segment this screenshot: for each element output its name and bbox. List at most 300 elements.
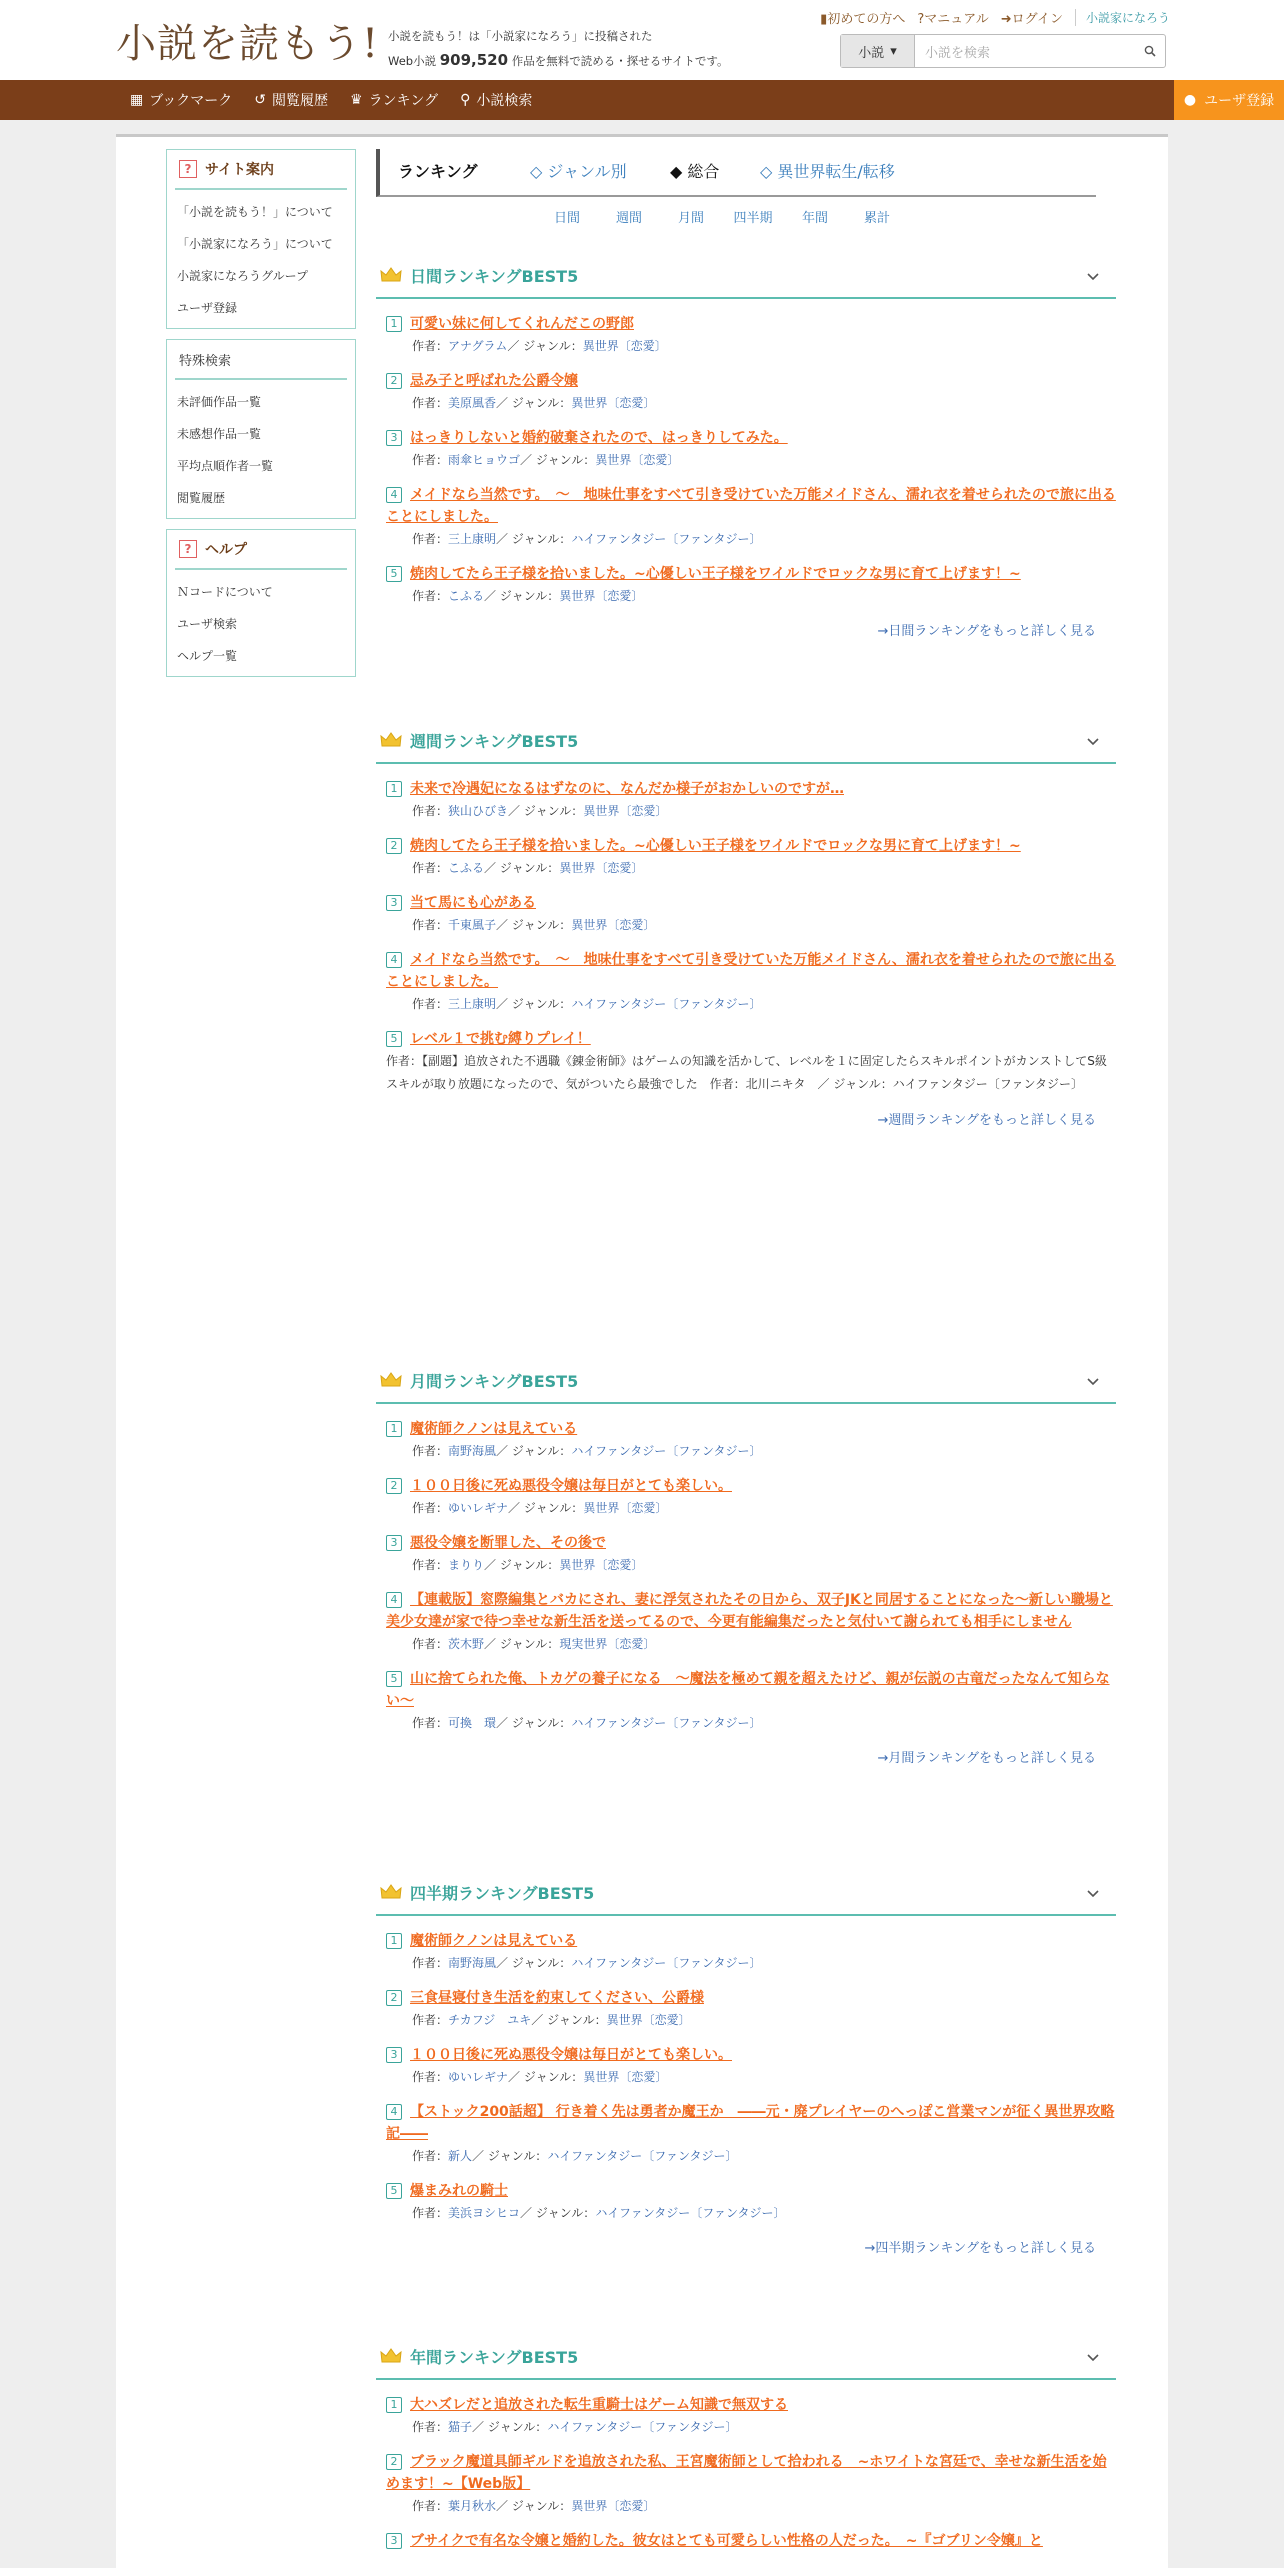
novel-title-link[interactable]: メイドなら当然です。 〜 地味仕事をすべて引き受けていた万能メイドさん、濡れ衣を着せられたので旅に出ることにしました。 [386,487,1116,525]
genre-label: ／ ジャンル： [520,2206,596,2220]
crown-icon [380,267,402,283]
novel-meta [386,914,1116,936]
novel-meta [386,2202,1116,2224]
author-link[interactable]: こふる [448,861,485,875]
sidebar-item-group[interactable]: 小説家になろうグループ [177,269,309,283]
novel-title-link[interactable]: レベル１で挑む縛りプレイ！ [410,1031,591,1047]
novel-title-link[interactable]: 忌み子と呼ばれた公爵令嬢 [410,373,578,389]
tab-ranking[interactable]: ランキング [398,162,478,181]
genre-link[interactable]: ハイファンタジー〔ファンタジー〕 [547,2149,738,2163]
search-button[interactable] [1135,35,1165,67]
author-label: 作者： [412,861,449,875]
author-label: 作者： [412,339,449,353]
search-type-select[interactable] [841,35,915,67]
sidebar-guide-title: サイト案内 [205,162,275,178]
tab-overall[interactable]: ◆ 総合 [670,162,720,181]
crown-icon [380,1884,402,1900]
rank-badge: 1 [386,1421,402,1437]
novel-meta [386,585,1116,607]
novel-meta [386,392,1116,414]
register-label: ユーザ登録 [1204,93,1275,109]
genre-label: ／ ジャンル： [484,1637,560,1651]
novel-title-link[interactable]: 悪役令嬢を断罪した、その後で [410,1535,606,1551]
ranking-title-line [386,2394,1116,2416]
author-label: 作者： [412,1501,449,1515]
rank-badge: 4 [386,2104,402,2120]
ranking-list [376,1916,1116,2224]
chevron-down-icon[interactable] [1086,269,1100,283]
chevron-down-icon: ▾ [890,43,897,59]
period-links [536,207,908,226]
novel-meta [386,2145,1116,2167]
genre-link[interactable]: ハイファンタジー〔ファンタジー〕 [571,1716,762,1730]
beginner-label: 初めての方へ [827,12,906,27]
novel-title-link[interactable]: 当て馬にも心がある [410,895,536,911]
more-ranking-link[interactable]: →月間ランキングをもっと詳しく見る [877,1751,1096,1766]
genre-link[interactable]: 異世界〔恋愛〕 [559,861,644,875]
nav-bookmark[interactable] [130,90,232,110]
ranking-title-line [386,1668,1116,1712]
ranking-title-line [386,835,1116,857]
author-link[interactable]: 南野海風 [448,1444,497,1458]
author-link[interactable]: ゆいレギナ [448,1501,509,1515]
ranking-item [376,370,1116,414]
genre-link[interactable]: 異世界〔恋愛〕 [571,2499,656,2513]
genre-link[interactable]: ハイファンタジー〔ファンタジー〕 [571,1956,762,1970]
author-link[interactable]: 美浜ヨシヒコ [448,2206,521,2220]
question-icon: ? [179,160,197,178]
author-link[interactable]: まりり [448,1558,485,1572]
login-icon: ➜ [1000,12,1012,27]
ranking-item [376,835,1116,879]
rank-badge: 5 [386,1031,402,1047]
sidebar-item-register[interactable]: ユーザ登録 [177,301,238,315]
login-label: ログイン [1011,12,1063,27]
genre-label: ／ ジャンル： [496,532,572,546]
genre-link[interactable]: 異世界〔恋愛〕 [571,396,656,410]
tab-genre[interactable]: ◇ ジャンル別 [530,162,627,181]
ranking-title-line [386,313,1116,335]
crown-icon: ♛ [350,92,363,108]
novel-title-link[interactable]: ブサイクで有名な令嬢と婚約した。彼女はとても可愛らしい性格の人だった。 ~『ゴブリン令嬢』と [410,2533,1043,2549]
novel-meta [386,2066,1116,2088]
genre-link[interactable]: 異世界〔恋愛〕 [571,918,656,932]
section-title: 日間ランキングBEST5 [410,266,579,286]
logo-text: 小説を読もう! [116,20,380,67]
nav-bookmark-label: ブックマーク [149,93,233,109]
genre-link[interactable]: 異世界〔恋愛〕 [559,1558,644,1572]
rank-badge: 3 [386,895,402,911]
ranking-tabs [376,149,1096,197]
ranking-item [376,2180,1116,2224]
sidebar-item-no-review[interactable]: 未感想作品一覧 [177,427,262,441]
ranking-section-weekly [376,718,1116,1128]
ranking-section-monthly [376,1358,1116,1766]
genre-label: ／ ジャンル： [507,339,583,353]
genre-label: ／ ジャンル： [508,804,584,818]
work-count: 909,520 [439,51,509,69]
genre-label: ／ ジャンル： [520,453,596,467]
novel-title-link[interactable]: 大ハズレだと追放された転生重騎士はゲーム知識で無双する [410,2397,788,2413]
history-icon: ↺ [254,92,266,108]
ranking-item [376,484,1116,550]
genre-link[interactable]: 異世界〔恋愛〕 [583,804,668,818]
rank-badge: 4 [386,952,402,968]
genre-link[interactable]: ハイファンタジー〔ファンタジー〕 [571,997,762,1011]
more-ranking-link[interactable]: →四半期ランキングをもっと詳しく見る [864,2241,1096,2256]
ranking-title-line [386,563,1116,585]
rank-badge: 2 [386,838,402,854]
sidebar-help-heading [175,530,347,570]
section-heading[interactable] [376,1870,1116,1916]
novel-title-link[interactable]: 山に捨てられた俺、トカゲの養子になる 〜魔法を極めて親を超えたけど、親が伝説の古竜だったなんて知らない〜 [386,1671,1110,1709]
desc-line2 [388,48,729,73]
period-yearly[interactable]: 年間 [801,211,828,226]
author-label: 作者： [412,2149,449,2163]
more-ranking-link[interactable]: →日間ランキングをもっと詳しく見る [877,624,1096,639]
chevron-down-icon[interactable] [1086,734,1100,748]
search-type-value: 小説 [858,45,885,61]
sidebar-guide-heading [175,150,347,190]
ranking-item [376,313,1116,357]
author-link[interactable]: 三上康明 [448,997,497,1011]
author-label: 作者： [412,1558,449,1572]
novel-meta [386,1952,1116,1974]
genre-link[interactable]: ハイファンタジー〔ファンタジー〕 [571,532,762,546]
author-label: 作者： [412,589,449,603]
ranking-list [376,2380,1116,2552]
question-icon: ? [917,12,925,27]
ranking-title-line [386,1589,1116,1633]
ranking-title-line [386,484,1116,528]
question-icon: ? [179,540,197,558]
rank-badge: 3 [386,1535,402,1551]
ranking-item [376,427,1116,471]
novel-meta [386,1497,1116,1519]
rank-badge: 5 [386,566,402,582]
ranking-title-line [386,2530,1116,2552]
ranking-title-line [386,1418,1116,1440]
narou-brand-link[interactable]: 小説家になろう [1075,9,1170,26]
genre-label: ／ ジャンル： [484,1558,560,1572]
top-links [780,8,1170,27]
ranking-item [376,2394,1116,2438]
author-link[interactable]: ゆいレギナ [448,2070,509,2084]
section-title: 月間ランキングBEST5 [410,1371,579,1391]
period-total[interactable]: 累計 [863,211,890,226]
genre-label: ／ ジャンル： [496,2499,572,2513]
genre-label: ／ ジャンル： [508,2070,584,2084]
novel-meta [386,1440,1116,1462]
ranking-item [376,1589,1116,1655]
rank-badge: 4 [386,1592,402,1608]
author-label: 作者： [412,2070,449,2084]
rank-badge: 2 [386,1990,402,2006]
author-label: 作者： [412,2499,449,2513]
novel-meta [386,800,1116,822]
novel-title-link[interactable]: １００日後に死ぬ悪役令嬢は毎日がとても楽しい。 [410,1478,732,1494]
ranking-item [376,1668,1116,1734]
ranking-title-line [386,1028,1116,1050]
novel-meta [386,335,1116,357]
genre-link[interactable]: 異世界〔恋愛〕 [595,453,680,467]
crown-icon [380,1372,402,1388]
ranking-item [376,563,1116,607]
ranking-item [376,2044,1116,2088]
author-label: 作者： [412,804,449,818]
ranking-title-line [386,2044,1116,2066]
genre-link[interactable]: 異世界〔恋愛〕 [606,2013,691,2027]
ranking-title-line [386,2180,1116,2202]
rank-badge: 3 [386,430,402,446]
search-input[interactable]: 小説を検索 [925,45,991,61]
ranking-list [376,764,1116,1096]
desc-suffix: 作品を無料で読める・探せるサイトです。 [511,54,729,68]
novel-meta [386,993,1116,1015]
author-link[interactable]: 南野海風 [448,1956,497,1970]
ranking-item [376,2451,1116,2517]
search-icon: ⚲ [460,92,471,108]
section-title: 週間ランキングBEST5 [410,731,579,751]
novel-title-link[interactable]: 可愛い妹に何してくれんだこの野郎 [410,316,634,332]
author-label: 作者： [412,453,449,467]
novel-meta [386,857,1116,879]
ranking-item [376,1028,1116,1096]
author-link[interactable]: こふる [448,589,485,603]
sidebar-item-user-search[interactable]: ユーザ検索 [177,617,238,631]
ranking-title-line [386,778,1116,800]
sidebar-item-help[interactable]: ヘルプ一覧 [177,649,238,663]
chevron-down-icon[interactable] [1086,2350,1100,2364]
chevron-down-icon[interactable] [1086,1374,1100,1388]
sidebar-item-history[interactable]: 閲覧履歴 [177,491,226,505]
period-monthly[interactable]: 月間 [677,211,704,226]
ranking-item [376,1987,1116,2031]
novel-title-link[interactable]: 未来で冷遇妃になるはずなのに、なんだか様子がおかしいのですが… [410,781,844,797]
ranking-item [376,949,1116,1015]
sidebar-help-title: ヘルプ [205,542,247,558]
novel-title-link[interactable]: １００日後に死ぬ悪役令嬢は毎日がとても楽しい。 [410,2047,732,2063]
author-link[interactable]: 葉月秋水 [448,2499,497,2513]
genre-link[interactable]: ハイファンタジー〔ファンタジー〕 [571,1444,762,1458]
novel-title-link[interactable]: 【ストック200話超】 行き着く先は勇者か魔王か ――元・廃プレイヤーのへっぽこ営業マンが征く異世界攻略記―― [386,2104,1115,2142]
user-register-button[interactable] [1174,80,1284,120]
novel-title-link[interactable]: 【連載版】窓際編集とバカにされ、妻に浮気されたその日から、双子JKと同居することになった〜新しい職場と美少女達が家で待つ幸せな新生活を送ってるので、今更有能編集だったと気付いて謝られても相手にしません [386,1592,1113,1630]
book-icon: ▮ [820,12,828,27]
sidebar-item-about-narou[interactable]: 「小説家になろう」について [177,237,333,251]
ranking-section-yearly [376,2334,1116,2565]
site-description [388,24,729,73]
period-daily[interactable]: 日間 [553,211,580,226]
genre-label: ／ ジャンル： [496,1716,572,1730]
manual-link[interactable] [917,8,988,27]
ranking-title-line [386,427,1116,449]
novel-meta [386,1633,1116,1655]
rank-badge: 1 [386,316,402,332]
author-link[interactable]: アナグラム [448,339,508,353]
genre-label: ／ ジャンル： [496,396,572,410]
ranking-item [376,1532,1116,1576]
ranking-item [376,2530,1116,2552]
author-link[interactable]: 猫子 [448,2420,473,2434]
novel-meta [386,1712,1116,1734]
main-nav [0,80,1284,120]
novel-title-link[interactable]: 焼肉してたら王子様を拾いました。~心優しい王子様をワイルドでロックな男に育て上げます！~ [410,838,1021,854]
ranking-title-line [386,1987,1116,2009]
author-label: 作者： [412,2013,449,2027]
novel-title-link[interactable]: 魔術師クノンは見えている [410,1933,578,1949]
chevron-down-icon[interactable] [1086,1886,1100,1900]
author-link[interactable]: 茨木野 [448,1637,485,1651]
author-label: 作者： [412,1444,449,1458]
ranking-title-line [386,1532,1116,1554]
novel-meta [386,528,1116,550]
section-heading[interactable] [376,718,1116,764]
ranking-title-line [386,370,1116,392]
login-link[interactable] [1001,8,1063,27]
author-label: 作者： [412,2420,449,2434]
nav-search[interactable] [460,90,532,110]
genre-link[interactable]: 異世界〔恋愛〕 [583,2070,668,2084]
sidebar-special-list [175,380,347,518]
novel-title-link[interactable]: メイドなら当然です。 〜 地味仕事をすべて引き受けていた万能メイドさん、濡れ衣を着せられたので旅に出ることにしました。 [386,952,1116,990]
content-container [116,134,1168,2568]
novel-title-link[interactable]: 魔術師クノンは見えている [410,1421,578,1437]
author-link[interactable]: 狭山ひびき [448,804,509,818]
bookmark-icon: ▦ [130,92,144,108]
nav-history[interactable] [254,90,328,110]
rank-badge: 3 [386,2047,402,2063]
section-title: 四半期ランキングBEST5 [410,1883,595,1903]
author-link[interactable]: 可換 環 [448,1716,497,1730]
ranking-list [376,1404,1116,1734]
ranking-item [376,1930,1116,1974]
ranking-item [376,1475,1116,1519]
novel-meta [386,2416,1116,2438]
ranking-item [376,2101,1116,2167]
ranking-section-quarterly [376,1870,1116,2256]
rank-badge: 1 [386,781,402,797]
genre-label: ／ ジャンル： [484,589,560,603]
genre-label: ／ ジャンル： [484,861,560,875]
genre-link[interactable]: ハイファンタジー〔ファンタジー〕 [595,2206,786,2220]
rank-badge: 1 [386,2397,402,2413]
sidebar-item-average[interactable]: 平均点順作者一覧 [177,459,274,473]
genre-link[interactable]: 異世界〔恋愛〕 [582,339,667,353]
ranking-title-line [386,892,1116,914]
novel-title-link[interactable]: ブラック魔道具師ギルドを追放された私、王宮魔術師として拾われる ~ホワイトな宮廷で、幸せな新生活を始めます！~【Web版】 [386,2454,1107,2492]
author-label: 作者： [412,1956,449,1970]
ranking-item [376,1418,1116,1462]
sidebar-item-ncode[interactable]: Ｎコードについて [177,585,273,599]
genre-label: ／ ジャンル： [496,1444,572,1458]
sidebar-special [166,339,356,519]
rank-badge: 1 [386,1933,402,1949]
nav-history-label: 閲覧履歴 [272,93,328,109]
ranking-title-line [386,1475,1116,1497]
ranking-item [376,892,1116,936]
genre-label: ／ ジャンル： [531,2013,607,2027]
genre-link[interactable]: 異世界〔恋愛〕 [583,1501,668,1515]
manual-label: マニュアル [924,12,989,27]
desc-prefix: Web小説 [388,54,437,68]
beginner-link[interactable] [820,8,905,27]
sidebar-guide [166,149,356,329]
genre-link[interactable]: 異世界〔恋愛〕 [559,589,644,603]
ranking-section-daily [376,253,1116,639]
rank-badge: 2 [386,373,402,389]
nav-ranking[interactable] [350,90,438,110]
desc-line1: 小説を読もう！は「小説家になろう」に投稿された [388,29,653,43]
sidebar-help-list [175,570,347,676]
rank-badge: 4 [386,487,402,503]
crown-icon [380,2348,402,2364]
search-box [840,34,1166,68]
author-label: 作者： [412,2206,449,2220]
novel-meta [386,449,1116,471]
site-header [0,0,1284,80]
nav-search-label: 小説検索 [476,93,533,109]
ranking-title-line [386,949,1116,993]
ranking-title-line [386,2451,1116,2495]
author-link[interactable]: 三上康明 [448,532,497,546]
user-icon: ● [1183,92,1197,108]
genre-label: ／ ジャンル： [496,1956,572,1970]
sidebar-item-unrated[interactable]: 未評価作品一覧 [177,395,262,409]
author-label: 作者： [412,918,449,932]
search-icon [1144,45,1156,57]
ranking-title-line [386,1930,1116,1952]
tab-isekai[interactable]: ◇ 異世界転生/転移 [760,162,895,181]
section-heading[interactable] [376,1358,1116,1404]
novel-meta [386,2495,1116,2517]
ranking-item [376,778,1116,822]
author-link[interactable]: 雨傘ヒョウゴ [448,453,521,467]
genre-label: ／ ジャンル： [508,1501,584,1515]
period-weekly[interactable]: 週間 [615,211,642,226]
nav-ranking-label: ランキング [368,93,439,109]
genre-label: ／ ジャンル： [472,2149,548,2163]
novel-title-link[interactable]: はっきりしないと婚約破棄されたので、はっきりしてみた。 [410,430,788,446]
author-label: 作者： [412,1716,449,1730]
novel-title-link[interactable]: 三食昼寝付き生活を約束してください、公爵様 [410,1990,704,2006]
genre-link[interactable]: ハイファンタジー〔ファンタジー〕 [547,2420,738,2434]
site-logo[interactable] [116,14,379,66]
novel-meta: 作者：【副題】追放された不遇職《錬金術師》はゲームの知識を活かして、レベルを１に固定したらスキルポイントがカンストしてS級スキルが取り放題になったので、気がついたら最強でした 作者：北川ニキタ ／ ジャンル：ハイファンタジー〔ファンタジー〕 [386,1054,1107,1091]
sidebar-special-heading: 特殊検索 [175,340,347,380]
sidebar-guide-list [175,190,347,328]
ranking-title-line [386,2101,1116,2145]
section-heading[interactable] [376,253,1116,299]
period-quarterly[interactable]: 四半期 [733,211,773,226]
author-link[interactable]: 美原風香 [448,396,497,410]
author-label: 作者： [412,396,449,410]
more-ranking-link[interactable]: →週間ランキングをもっと詳しく見る [877,1113,1096,1128]
author-link[interactable]: 千東風子 [448,918,497,932]
novel-title-link[interactable]: 焼肉してたら王子様を拾いました。~心優しい王子様をワイルドでロックな男に育て上げます！~ [410,566,1021,582]
rank-badge: 5 [386,2183,402,2199]
genre-label: ／ ジャンル： [472,2420,548,2434]
author-link[interactable]: チカフジ ユキ [448,2013,532,2027]
sidebar-item-about-yomou[interactable]: 「小説を読もう！」について [177,205,333,219]
author-link[interactable]: 新人 [448,2149,473,2163]
novel-title-link[interactable]: 爆まみれの騎士 [410,2183,508,2199]
rank-badge: 5 [386,1671,402,1687]
section-heading[interactable] [376,2334,1116,2380]
novel-meta [386,1554,1116,1576]
genre-link[interactable]: 現実世界〔恋愛〕 [559,1637,656,1651]
genre-label: ／ ジャンル： [496,997,572,1011]
